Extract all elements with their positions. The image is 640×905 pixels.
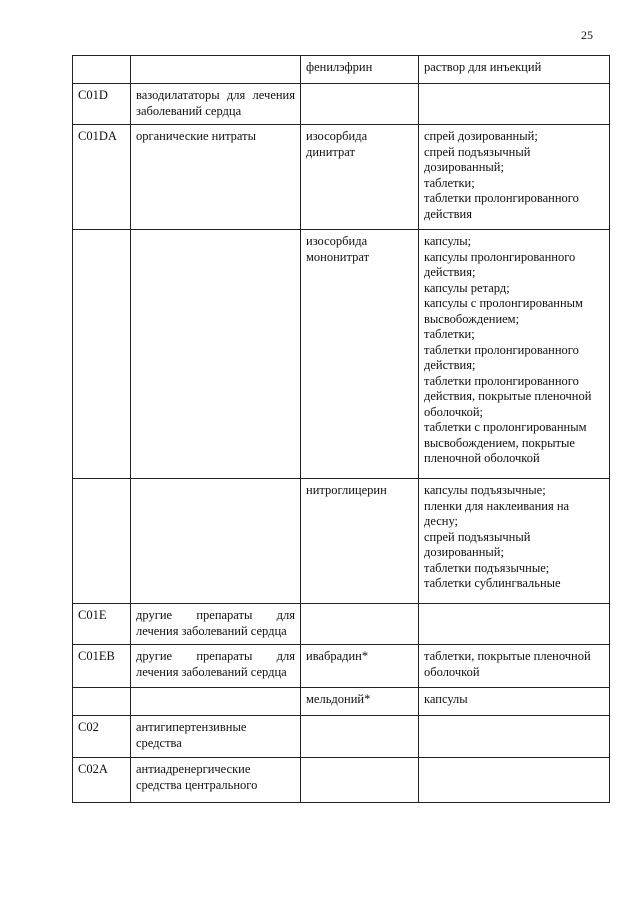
dosage-form-cell: раствор для инъекций (419, 56, 610, 84)
drug-name-cell: нитроглицерин (301, 479, 419, 604)
drug-name-cell (301, 604, 419, 645)
dosage-form-cell (419, 84, 610, 125)
table-row (73, 716, 610, 758)
pharmacological-group-cell (131, 758, 301, 803)
pharmacological-group-cell (131, 56, 301, 84)
form-text: капсулы подъязычные; пленки для наклеивания на десну; спрей подъязычный дозированный; таблетки подъязычные; таблетки сублингвальные (424, 483, 570, 590)
drug-classification-table (72, 55, 610, 803)
pharmacological-group-cell: органические нитраты (131, 125, 301, 230)
dosage-form-cell (419, 645, 610, 688)
form-text: капсулы; капсулы пролонгированного действия; капсулы ретард; капсулы с пролонгированным высвобождением; таблетки; таблетки пролонгированного действия; таблетки пролонгированного действия, покрытые пленочной оболочкой; таблетки с пролонгированным высвобождением, покрытые пленочной оболочкой (424, 234, 592, 465)
drug-text: изосорбида динитрат (306, 129, 368, 159)
table-row (73, 84, 610, 125)
pharmacological-group-cell (131, 688, 301, 716)
pharmacological-group-cell (131, 84, 301, 125)
atc-code-cell (73, 56, 131, 84)
dosage-form-cell (419, 758, 610, 803)
table-row (73, 688, 610, 716)
pharmacological-group-cell (131, 604, 301, 645)
dosage-form-cell (419, 479, 610, 604)
drug-name-cell: мельдоний* (301, 688, 419, 716)
table-row (73, 758, 610, 803)
table-row (73, 230, 610, 479)
pharmacological-group-cell (131, 230, 301, 479)
dosage-form-cell (419, 125, 610, 230)
atc-code-cell: C02 (73, 716, 131, 758)
atc-code-cell: C01E (73, 604, 131, 645)
atc-code-cell (73, 688, 131, 716)
page-number: 25 (581, 28, 593, 42)
form-text: таблетки, покрытые пленочной оболочкой (424, 649, 591, 679)
pharmacological-group-cell (131, 645, 301, 688)
group-text: антиадренергические средства центрального (136, 762, 258, 792)
table-row (73, 125, 610, 230)
table-row (73, 479, 610, 604)
atc-code-cell: C02A (73, 758, 131, 803)
table-row (73, 604, 610, 645)
atc-code-cell: C01D (73, 84, 131, 125)
group-text: вазодилататоры для лечения заболеваний сердца (136, 88, 295, 118)
atc-code-cell (73, 479, 131, 604)
table-row (73, 56, 610, 84)
drug-name-cell (301, 84, 419, 125)
pharmacological-group-cell (131, 716, 301, 758)
drug-name-cell (301, 125, 419, 230)
drug-text: изосорбида мононитрат (306, 234, 370, 264)
dosage-form-cell (419, 604, 610, 645)
drug-name-cell (301, 758, 419, 803)
drug-name-cell: фенилэфрин (301, 56, 419, 84)
atc-code-cell: C01EB (73, 645, 131, 688)
dosage-form-cell (419, 716, 610, 758)
drug-name-cell (301, 230, 419, 479)
dosage-form-cell: капсулы (419, 688, 610, 716)
drug-name-cell (301, 716, 419, 758)
group-text: другие препараты для лечения заболеваний сердца (136, 649, 295, 679)
group-text: другие препараты для лечения заболеваний сердца (136, 608, 295, 638)
atc-code-cell: C01DA (73, 125, 131, 230)
form-text: спрей дозированный; спрей подъязычный дозированный; таблетки; таблетки пролонгированного действия (424, 129, 579, 221)
drug-name-cell: ивабрадин* (301, 645, 419, 688)
atc-code-cell (73, 230, 131, 479)
group-text: антигипертензивные средства (136, 720, 247, 750)
table-row (73, 645, 610, 688)
dosage-form-cell (419, 230, 610, 479)
pharmacological-group-cell (131, 479, 301, 604)
